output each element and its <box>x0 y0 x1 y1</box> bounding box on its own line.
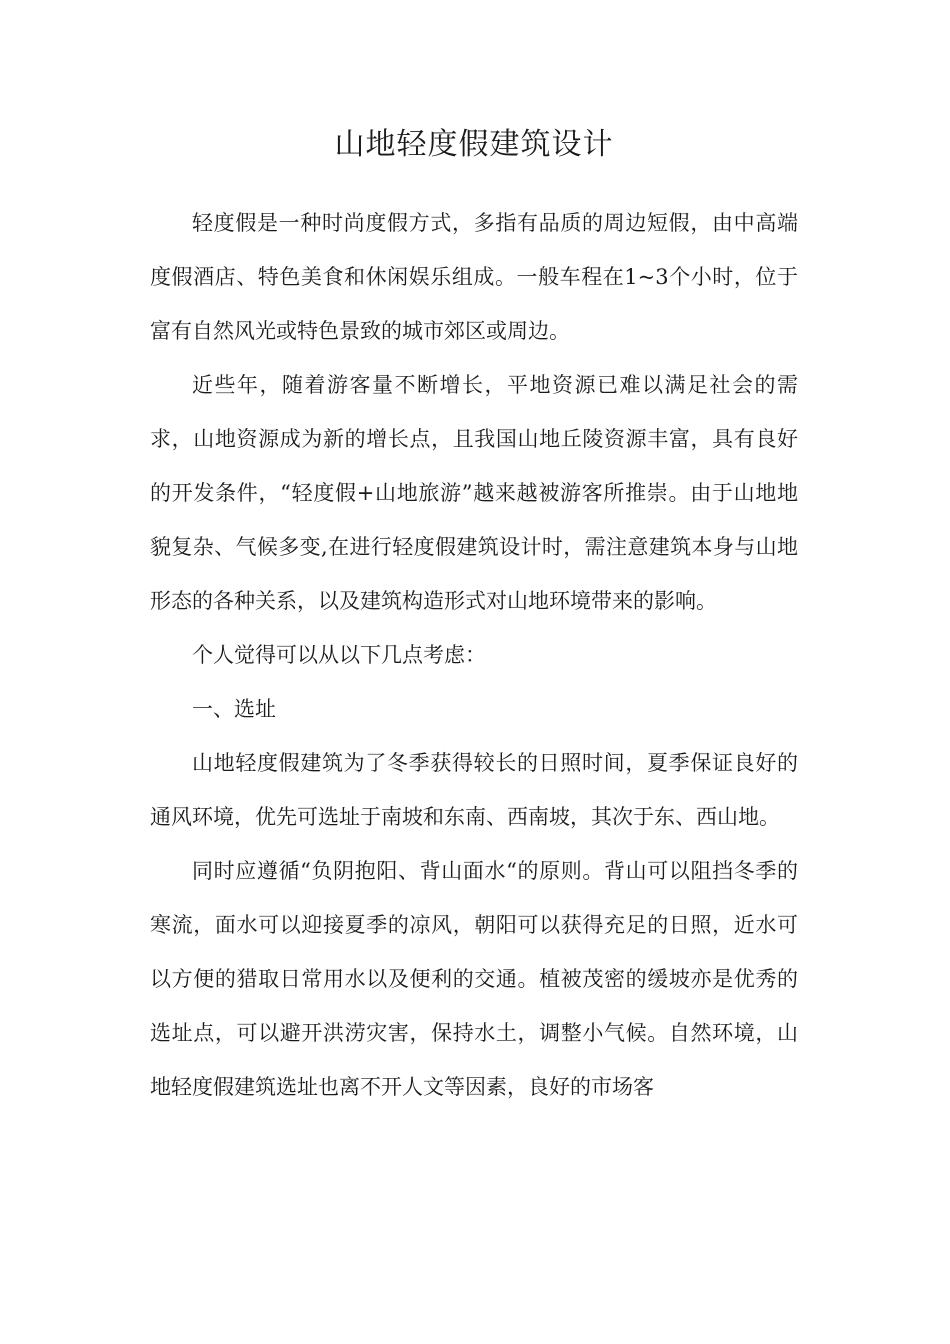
paragraph-background: 近些年，随着游客量不断增长，平地资源已难以满足社会的需求，山地资源成为新的增长点，且我国山地丘陵资源丰富，具有良好的开发条件，“轻度假+山地旅游”越来越被游客所推崇。由于山地地貌复杂、气候多变,在进行轻度假建筑设计时，需注意建筑本身与山地形态的各种关系，以及建筑构造形式对山地环境带来的影响。 <box>150 373 798 613</box>
paragraph-orientation: 山地轻度假建筑为了冬季获得较长的日照时间，夏季保证良好的通风环境，优先可选址于南坡和东南、西南坡，其次于东、西山地。 <box>150 751 798 829</box>
paragraph-considerations: 个人觉得可以从以下几点考虑： <box>192 643 486 667</box>
section-heading-site-selection: 一、选址 <box>192 697 276 721</box>
paragraph-intro: 轻度假是一种时尚度假方式，多指有品质的周边短假，由中高端度假酒店、特色美食和休闲娱乐组成。一般车程在1~3个小时，位于富有自然风光或特色景致的城市郊区或周边。 <box>150 211 798 343</box>
paragraph-principles: 同时应遵循“负阴抱阳、背山面水“的原则。背山可以阻挡冬季的寒流，面水可以迎接夏季的凉风，朝阳可以获得充足的日照，近水可以方便的猎取日常用水以及便利的交通。植被茂密的缓坡亦是优秀的选址点，可以避开洪涝灾害，保持水土，调整小气候。自然环境，山地轻度假建筑选址也离不开人文等因素，良好的市场客 <box>150 859 798 1099</box>
document-page <box>150 118 798 1114</box>
document-title: 山地轻度假建筑设计 <box>334 127 614 162</box>
